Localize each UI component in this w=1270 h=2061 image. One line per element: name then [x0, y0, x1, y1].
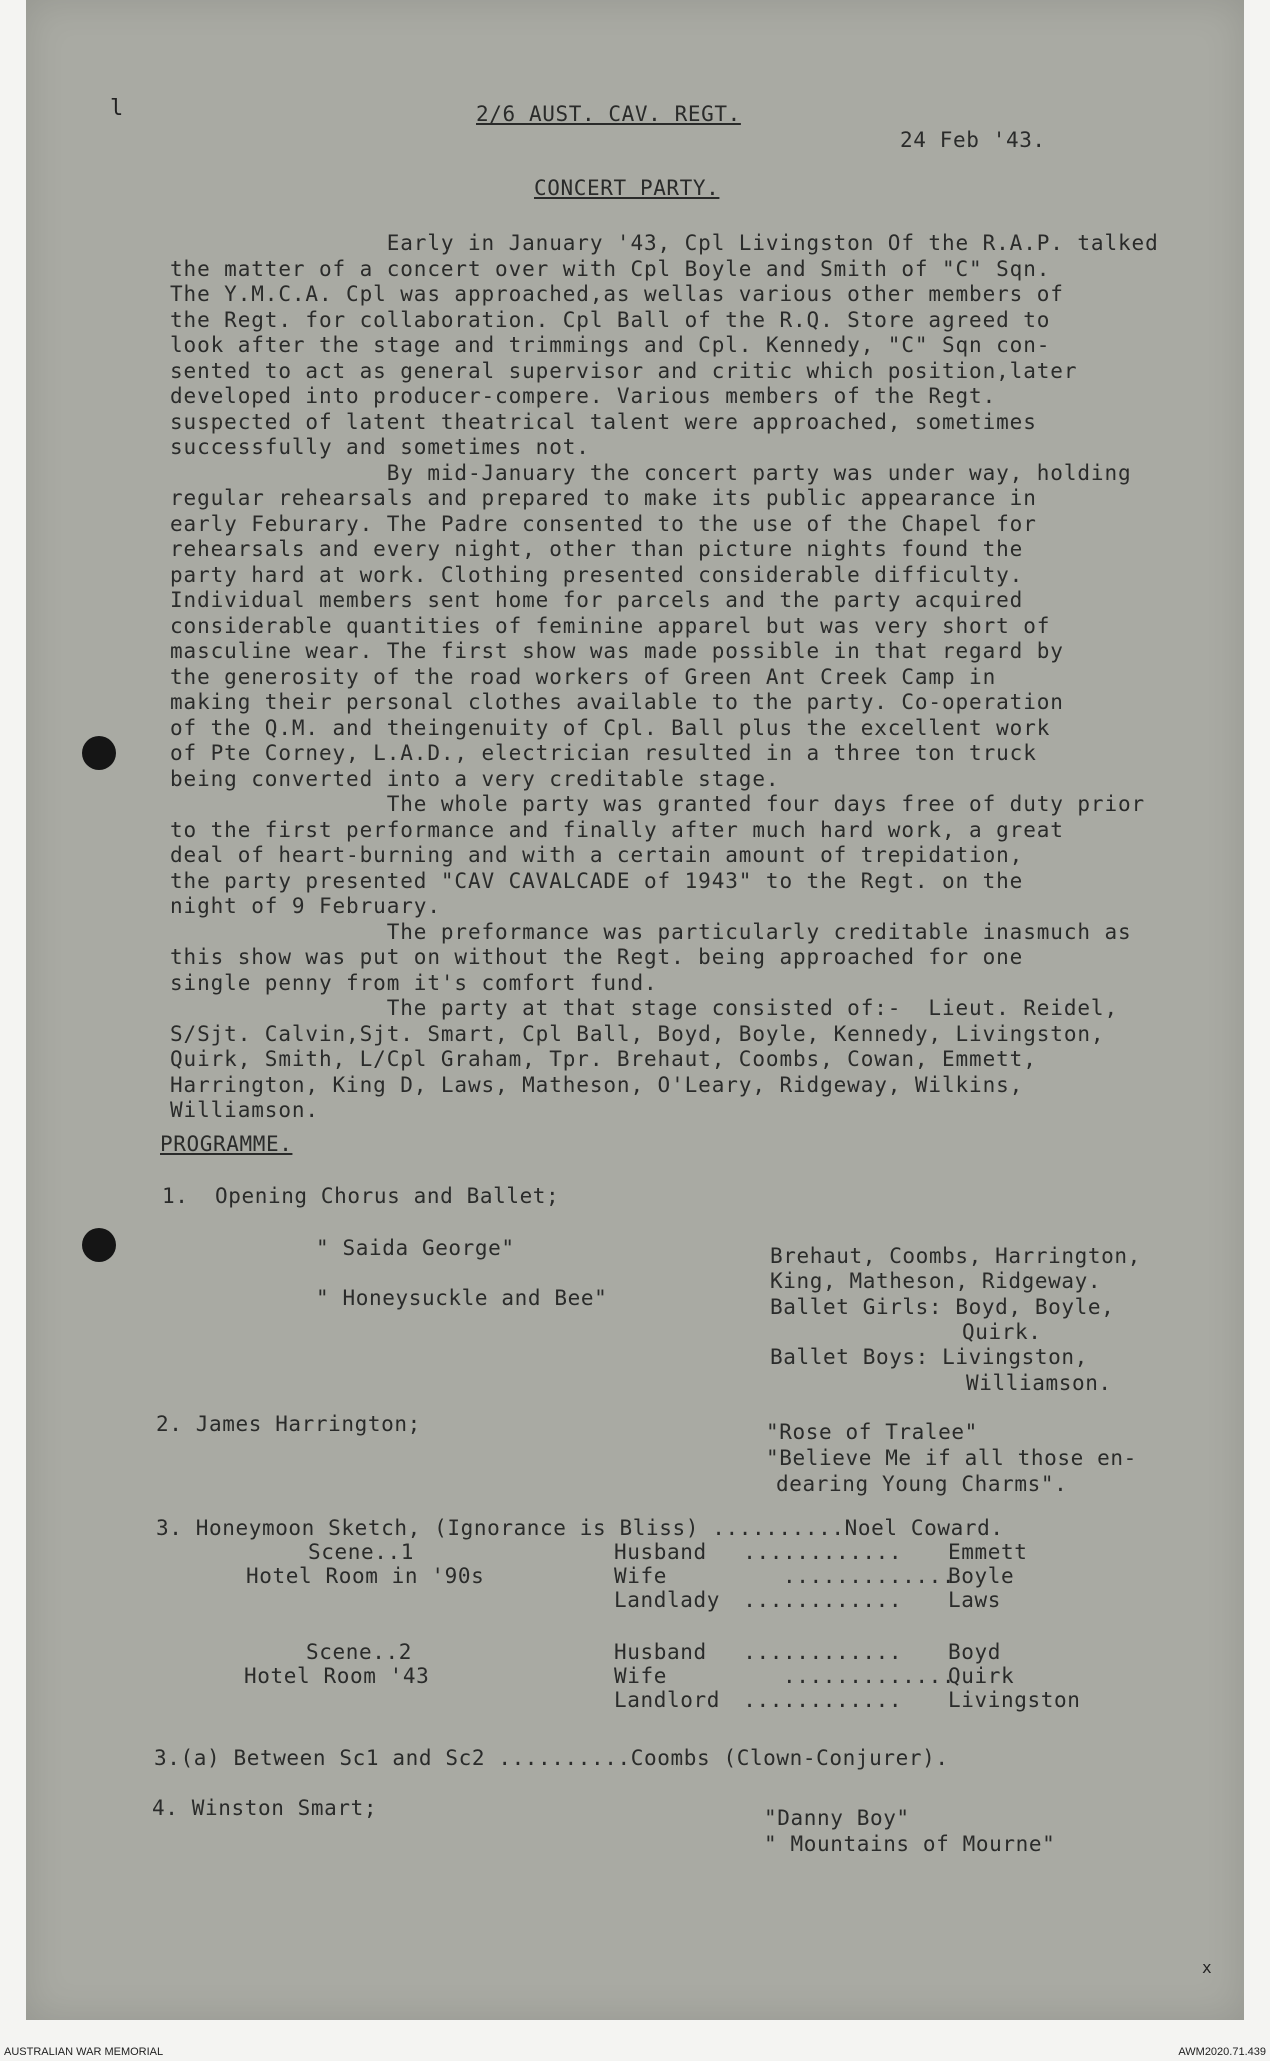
- punch-hole: [82, 1228, 116, 1262]
- body-line: the generosity of the road workers of Green Ant Creek Camp in: [170, 664, 997, 689]
- programme-item-1-cast: Ballet Boys: Livingston,: [770, 1345, 1088, 1369]
- programme-item-1-song: " Honeysuckle and Bee": [316, 1286, 608, 1310]
- body-line: By mid-January the concert party was under way, holding: [170, 460, 1132, 485]
- body-line: Early in January '43, Cpl Livingston Of the R.A.P. talked: [170, 231, 1159, 255]
- footer-archive-name: AUSTRALIAN WAR MEMORIAL: [4, 2046, 164, 2058]
- role-name: Wife: [614, 1564, 667, 1588]
- role-actor: Laws: [948, 1588, 1001, 1612]
- role-actor: Emmett: [948, 1540, 1028, 1564]
- body-line: Individual members sent home for parcels and the party acquired: [170, 588, 1024, 612]
- dot-leader: .............: [730, 1564, 956, 1588]
- dot-leader: .............: [730, 1664, 956, 1688]
- programme-item-1-title: 1. Opening Chorus and Ballet;: [162, 1184, 560, 1208]
- role-name: Wife: [614, 1664, 667, 1688]
- scene-1-setting: Hotel Room in '90s: [246, 1564, 485, 1588]
- body-line: considerable quantities of feminine apparel but was very short of: [170, 613, 1051, 638]
- body-line: sented to act as general supervisor and critic which position,later: [170, 358, 1078, 383]
- programme-item-1-cast: Ballet Girls: Boyd, Boyle,: [770, 1295, 1115, 1319]
- body-line: The party at that stage consisted of:- Lieut. Reidel,: [170, 996, 1119, 1020]
- footer-accession-number: AWM2020.71.439: [1178, 2046, 1266, 2058]
- programme-item-3-title: 3. Honeymoon Sketch, (Ignorance is Bliss) ..........Noel Coward.: [156, 1516, 1004, 1540]
- body-line: night of 9 February.: [170, 894, 441, 918]
- body-line: masculine wear. The first show was made possible in that regard by: [170, 639, 1064, 663]
- programme-item-4-song: "Danny Boy": [764, 1806, 910, 1830]
- body-line: making their personal clothes available to the party. Co-operation: [170, 690, 1064, 714]
- body-line: rehearsals and every night, other than picture nights found the: [170, 537, 1024, 561]
- body-line: developed into producer-compere. Various members of the Regt.: [170, 384, 997, 408]
- body-line: the party presented "CAV CAVALCADE of 1943" to the Regt. on the: [170, 868, 1024, 893]
- body-line: Quirk, Smith, L/Cpl Graham, Tpr. Brehaut, Coombs, Cowan, Emmett,: [170, 1047, 1037, 1071]
- body-line: being converted into a very creditable stage.: [170, 766, 780, 791]
- body-line: Williamson.: [170, 1098, 319, 1122]
- body-line: of Pte Corney, L.A.D., electrician resulted in a three ton truck: [170, 741, 1037, 765]
- body-line: successfully and sometimes not.: [170, 435, 590, 459]
- body-line: to the first performance and finally after much hard work, a great: [170, 817, 1064, 842]
- corner-mark: x: [1202, 1958, 1212, 1977]
- body-line: this show was put on without the Regt. being approached for one: [170, 945, 1024, 969]
- body-line: early Feburary. The Padre consented to the use of the Chapel for: [170, 511, 1037, 536]
- programme-item-2-song: dearing Young Charms".: [776, 1472, 1068, 1496]
- dot-leader: ............: [730, 1688, 903, 1712]
- programme-item-4-song: " Mountains of Mourne": [764, 1832, 1056, 1856]
- punch-hole: [82, 736, 116, 770]
- role-name: Husband: [614, 1640, 707, 1664]
- programme-item-1-cast: Quirk.: [962, 1320, 1042, 1344]
- programme-item-2-song: "Rose of Tralee": [766, 1420, 978, 1444]
- document-title: CONCERT PARTY.: [534, 176, 720, 200]
- programme-item-1-cast: King, Matheson, Ridgeway.: [770, 1269, 1102, 1293]
- role-actor: Livingston: [948, 1688, 1081, 1712]
- dot-leader: ............: [730, 1588, 903, 1612]
- role-name: Landlord: [614, 1688, 720, 1712]
- body-line: party hard at work. Clothing presented considerable difficulty.: [170, 562, 1024, 587]
- body-line: deal of heart-burning and with a certain amount of trepidation,: [170, 843, 1024, 867]
- programme-item-3a-title: 3.(a) Between Sc1 and Sc2 ..........Coombs (Clown-Conjurer).: [154, 1746, 949, 1770]
- role-actor: Quirk: [948, 1664, 1015, 1688]
- body-line: S/Sjt. Calvin,Sjt. Smart, Cpl Ball, Boyd, Boyle, Kennedy, Livingston,: [170, 1021, 1105, 1046]
- scene-2-label: Scene..2: [306, 1640, 412, 1664]
- body-line: the Regt. for collaboration. Cpl Ball of the R.Q. Store agreed to: [170, 307, 1051, 332]
- role-actor: Boyd: [948, 1640, 1001, 1664]
- programme-item-2-title: 2. James Harrington;: [156, 1412, 421, 1436]
- dot-leader: ............: [730, 1640, 903, 1664]
- regiment-heading: 2/6 AUST. CAV. REGT.: [476, 102, 741, 126]
- programme-item-4-title: 4. Winston Smart;: [152, 1796, 378, 1820]
- body-line: regular rehearsals and prepared to make its public appearance in: [170, 486, 1037, 510]
- body-line: The whole party was granted four days free of duty prior: [170, 792, 1146, 816]
- body-line: suspected of latent theatrical talent were approached, sometimes: [170, 409, 1037, 434]
- document-date: 24 Feb '43.: [900, 128, 1046, 152]
- body-line: The preformance was particularly creditable inasmuch as: [170, 919, 1132, 944]
- scene-2-setting: Hotel Room '43: [244, 1664, 430, 1688]
- body-line: The Y.M.C.A. Cpl was approached,as wellas various other members of: [170, 282, 1064, 306]
- role-actor: Boyle: [948, 1564, 1015, 1588]
- scene-1-label: Scene..1: [308, 1540, 414, 1564]
- programme-item-1-cast: Williamson.: [966, 1371, 1112, 1395]
- margin-mark: l: [110, 96, 124, 121]
- programme-item-2-song: "Believe Me if all those en-: [766, 1446, 1137, 1470]
- programme-item-1-cast: Brehaut, Coombs, Harrington,: [770, 1244, 1141, 1268]
- body-line: the matter of a concert over with Cpl Boyle and Smith of "C" Sqn.: [170, 256, 1051, 281]
- body-line: Harrington, King D, Laws, Matheson, O'Leary, Ridgeway, Wilkins,: [170, 1072, 1024, 1097]
- body-line: single penny from it's comfort fund.: [170, 970, 658, 995]
- programme-item-1-song: " Saida George": [316, 1236, 515, 1260]
- body-line: look after the stage and trimmings and Cpl. Kennedy, "C" Sqn con-: [170, 333, 1051, 357]
- role-name: Landlady: [614, 1588, 720, 1612]
- role-name: Husband: [614, 1540, 707, 1564]
- dot-leader: ............: [730, 1540, 903, 1564]
- body-line: of the Q.M. and theingenuity of Cpl. Ball plus the excellent work: [170, 715, 1051, 740]
- narrative-body: [170, 231, 1200, 1124]
- programme-heading: PROGRAMME.: [160, 1132, 293, 1156]
